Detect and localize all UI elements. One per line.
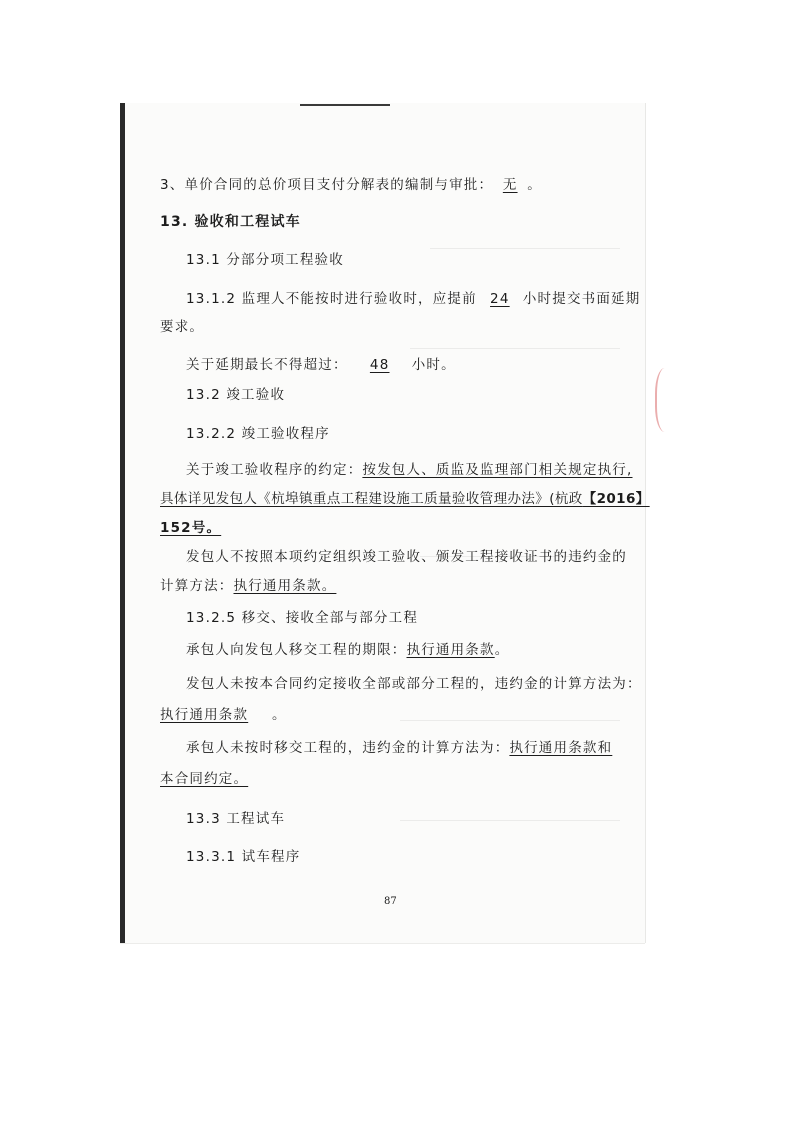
bleed-through-line [400, 820, 620, 821]
completion-label: 关于竣工验收程序的约定： [186, 462, 363, 478]
employer-penalty-line-2 [160, 706, 287, 724]
bleed-through-line [410, 348, 620, 349]
contractor-penalty-line-2: 本合同约定。 [160, 771, 249, 787]
penalty-cert-label: 计算方法： [160, 578, 234, 594]
section-13-2-5-title: 13.2.5 移交、接收全部与部分工程 [186, 610, 419, 626]
extension-hours-value: 48 [369, 357, 390, 373]
handover-label: 承包人向发包人移交工程的期限： [186, 642, 407, 658]
penalty-cert-line-1: 发包人不按照本项约定组织竣工验收、颁发工程接收证书的违约金的 [186, 549, 627, 565]
section-13-1-title: 13.1 分部分项工程验收 [186, 252, 344, 268]
handover-end: 。 [494, 642, 510, 658]
section-13-title: 13. 验收和工程试车 [160, 214, 301, 230]
item-3-text: 3、单价合同的总价项目支付分解表的编制与审批： [160, 177, 494, 193]
section-13-1-2-line [186, 290, 640, 308]
bleed-through-line [430, 248, 620, 249]
section-13-1-2-cont: 要求。 [160, 319, 205, 335]
employer-penalty-line-1: 发包人未按本合同约定接收全部或部分工程的，违约金的计算方法为： [186, 676, 642, 692]
red-stamp-mark [655, 368, 679, 432]
contractor-penalty-value-a: 执行通用条款和 [509, 740, 613, 756]
extension-text-b: 小时。 [411, 357, 456, 373]
contractor-penalty-line-1 [186, 739, 612, 757]
completion-line-3: 152号。 [160, 520, 222, 536]
completion-value-2-bold: 【2016】 [582, 491, 650, 507]
contractor-penalty-label: 承包人未按时移交工程的，违约金的计算方法为： [186, 740, 510, 756]
completion-value-2: 具体详见发包人《杭埠镇重点工程建设施工质量验收管理办法》(杭政 [160, 491, 583, 507]
handover-value: 执行通用条款 [406, 642, 495, 658]
handover-line [186, 641, 509, 659]
section-13-3-1-title: 13.3.1 试车程序 [186, 849, 301, 865]
penalty-cert-value: 执行通用条款。 [233, 578, 337, 594]
bleed-through-line [400, 720, 620, 721]
section-13-2-2-title: 13.2.2 竣工验收程序 [186, 426, 330, 442]
item-3-value: 无 [502, 177, 518, 193]
page-number: 87 [384, 896, 397, 907]
section-13-2-title: 13.2 竣工验收 [186, 387, 286, 403]
notice-hours-value: 24 [490, 291, 510, 307]
extension-text: 关于延期最长不得超过： [186, 357, 348, 373]
section-13-1-2-text-b: 小时提交书面延期 [522, 291, 641, 307]
scan-top-mark [300, 104, 390, 106]
item-3-line [160, 176, 542, 194]
section-13-3-title: 13.3 工程试车 [186, 811, 286, 827]
completion-line-2 [160, 490, 650, 508]
employer-penalty-end: 。 [272, 707, 287, 723]
employer-penalty-value: 执行通用条款 [160, 707, 249, 723]
penalty-cert-line-2 [160, 577, 336, 595]
completion-line-1 [186, 461, 633, 479]
completion-value-1: 按发包人、质监及监理部门相关规定执行, [362, 462, 633, 478]
item-3-end: 。 [527, 177, 542, 193]
extension-line [186, 356, 456, 374]
section-13-1-2-text: 13.1.2 监理人不能按时进行验收时，应提前 [186, 291, 477, 307]
